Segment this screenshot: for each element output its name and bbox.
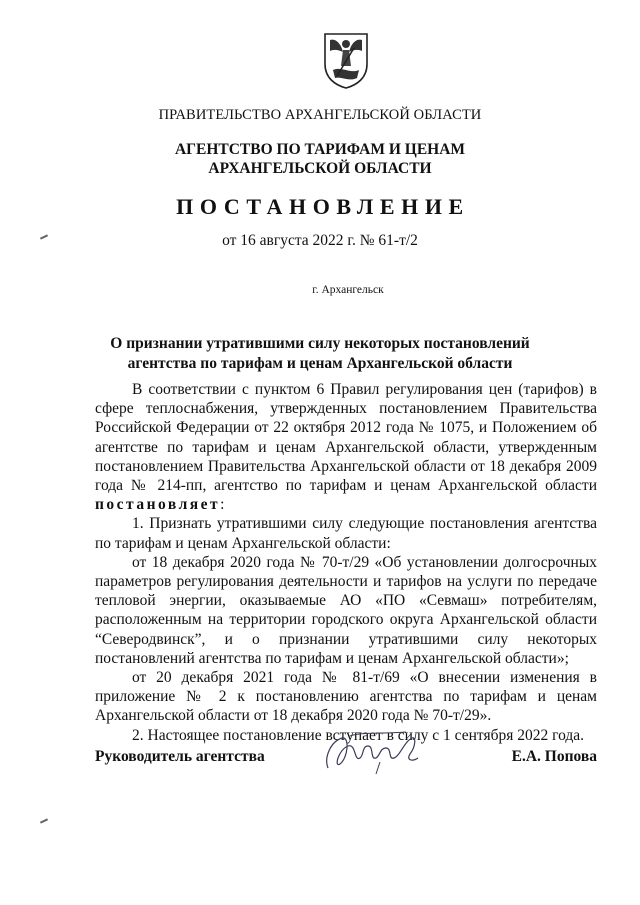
decides-word: постановляет bbox=[95, 496, 221, 514]
item-2: 2. Настоящее постановление вступает в силу с 1 сентября 2022 года. bbox=[132, 726, 585, 744]
document-title-line-1: О признании утратившими силу некоторых постановлений bbox=[110, 335, 530, 352]
item-1-b: от 20 декабря 2021 года № 81-т/69 «О внесении изменения в приложение № 2 к постановлению агентства по тарифам и ценам Архангельской области от 18 декабря 2020 года № 70-т/29». bbox=[95, 669, 597, 725]
item-1-a: от 18 декабря 2020 года № 70-т/29 «Об установлении долгосрочных параметров регулирования деятельности и тарифов на услуги по передаче тепловой энергии, оказываемые АО «ПО «Севмаш» потребителям, расположенным на территории городского округа Архангельской области “Северодвинск”, и о признании утратившими силу некоторых постановлений агентства по тарифам и ценам Архангельской области»; bbox=[95, 553, 597, 667]
preamble-paragraph bbox=[95, 380, 597, 514]
signatory-name: Е.А. Попова bbox=[511, 748, 597, 765]
document-title-line-2: агентства по тарифам и ценам Архангельской области bbox=[127, 355, 513, 372]
agency-name-line-1: АГЕНТСТВО ПО ТАРИФАМ И ЦЕНАМ bbox=[174, 141, 466, 158]
document-type: ПОСТАНОВЛЕНИЕ bbox=[176, 194, 470, 219]
decides-colon: : bbox=[220, 496, 225, 514]
item-1: 1. Признать утратившими силу следующие постановления агентства по тарифам и ценам Архангельской области: bbox=[95, 515, 597, 552]
handwritten-signature-icon bbox=[320, 728, 430, 778]
document-title bbox=[0, 334, 640, 374]
signatory-position: Руководитель агентства bbox=[95, 748, 265, 765]
document-city: г. Архангельск bbox=[312, 284, 384, 296]
document-body bbox=[95, 380, 597, 745]
preamble-text: В соответствии с пунктом 6 Правил регулирования цен (тарифов) в сфере теплоснабжения, утвержденных постановлением Правительства Российской Федерации от 22 октября 2012 года № 1075, и Положением об агентстве по тарифам и ценам Архангельской области, утвержденным постановлением Правительства Архангельской области от 18 декабря 2009 года № 214-пп, агентство по тарифам и ценам Архангельской области bbox=[95, 381, 597, 495]
agency-name bbox=[0, 140, 640, 178]
agency-name-line-2: АРХАНГЕЛЬСКОЙ ОБЛАСТИ bbox=[208, 160, 432, 177]
scan-mark bbox=[40, 818, 48, 823]
government-name: ПРАВИТЕЛЬСТВО АРХАНГЕЛЬСКОЙ ОБЛАСТИ bbox=[158, 107, 482, 123]
arkhangelsk-coat-of-arms-icon bbox=[321, 30, 371, 90]
document-date-number: от 16 августа 2022 г. № 61-т/2 bbox=[222, 232, 418, 249]
